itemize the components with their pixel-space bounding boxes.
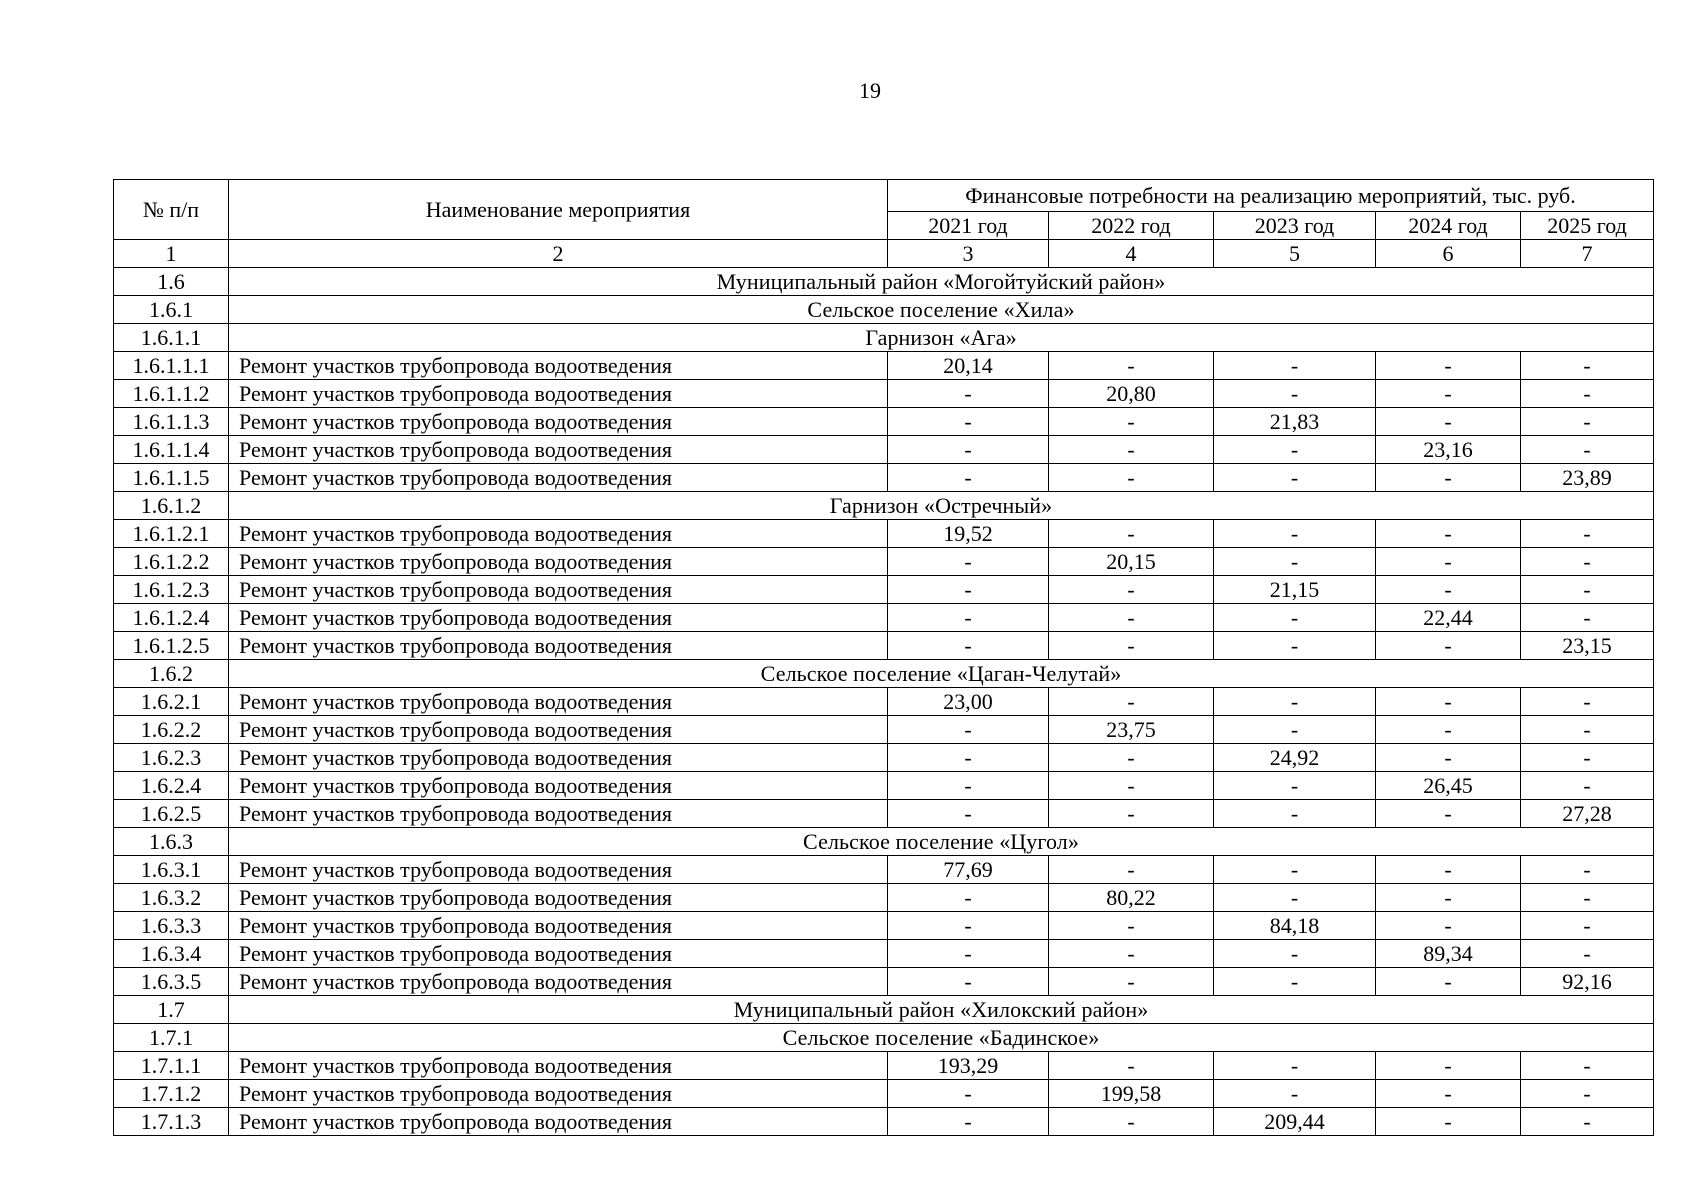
year-value-cell: - — [1376, 716, 1521, 744]
row-number: 1.6.2 — [114, 660, 229, 688]
header-year: 2025 год — [1521, 212, 1654, 240]
table-row — [114, 1052, 1654, 1080]
table-row — [114, 1108, 1654, 1136]
row-number: 1.6.1.2.5 — [114, 632, 229, 660]
column-number: 1 — [114, 240, 229, 268]
year-value-cell: - — [1214, 464, 1376, 492]
year-value-cell: - — [1214, 856, 1376, 884]
year-value-cell: 199,58 — [1049, 1080, 1214, 1108]
year-value-cell: 23,16 — [1376, 436, 1521, 464]
table-row — [114, 968, 1654, 996]
year-value-cell: - — [1214, 604, 1376, 632]
year-value-cell: 21,15 — [1214, 576, 1376, 604]
activity-name: Ремонт участков трубопровода водоотведения — [229, 744, 888, 772]
year-value-cell: 20,80 — [1049, 380, 1214, 408]
table-row — [114, 716, 1654, 744]
row-number: 1.6.1.2.1 — [114, 520, 229, 548]
year-value-cell: - — [1376, 744, 1521, 772]
year-value-cell: 24,92 — [1214, 744, 1376, 772]
table-row — [114, 352, 1654, 380]
table-body — [114, 268, 1654, 1136]
section-title: Гарнизон «Остречный» — [229, 492, 1654, 520]
section-title: Муниципальный район «Хилокский район» — [229, 996, 1654, 1024]
table-row — [114, 772, 1654, 800]
year-value-cell: - — [888, 968, 1049, 996]
activity-name: Ремонт участков трубопровода водоотведения — [229, 604, 888, 632]
year-value-cell: - — [888, 576, 1049, 604]
year-value-cell: - — [1376, 1108, 1521, 1136]
row-number: 1.7 — [114, 996, 229, 1024]
year-value-cell: - — [1049, 800, 1214, 828]
activity-name: Ремонт участков трубопровода водоотведения — [229, 884, 888, 912]
row-number: 1.6.1.1.2 — [114, 380, 229, 408]
column-number: 3 — [888, 240, 1049, 268]
activity-name: Ремонт участков трубопровода водоотведения — [229, 436, 888, 464]
section-title: Сельское поселение «Хила» — [229, 296, 1654, 324]
table-row — [114, 576, 1654, 604]
year-value-cell: - — [1376, 632, 1521, 660]
year-value-cell: - — [888, 408, 1049, 436]
financial-needs-table — [113, 179, 1654, 1136]
row-number: 1.6.2.2 — [114, 716, 229, 744]
year-value-cell: 193,29 — [888, 1052, 1049, 1080]
year-value-cell: - — [1521, 856, 1654, 884]
year-value-cell: - — [1049, 856, 1214, 884]
row-number: 1.6.3.1 — [114, 856, 229, 884]
year-value-cell: - — [1049, 464, 1214, 492]
section-row — [114, 660, 1654, 688]
year-value-cell: - — [1214, 632, 1376, 660]
row-number: 1.6.1.1.4 — [114, 436, 229, 464]
year-value-cell: - — [1376, 912, 1521, 940]
year-value-cell: - — [888, 1080, 1049, 1108]
year-value-cell: - — [1049, 632, 1214, 660]
row-number: 1.6.2.5 — [114, 800, 229, 828]
table-row — [114, 744, 1654, 772]
section-title: Сельское поселение «Бадинское» — [229, 1024, 1654, 1052]
row-number: 1.6.3.5 — [114, 968, 229, 996]
activity-name: Ремонт участков трубопровода водоотведения — [229, 940, 888, 968]
year-value-cell: - — [1521, 436, 1654, 464]
year-value-cell: - — [1049, 772, 1214, 800]
activity-name: Ремонт участков трубопровода водоотведения — [229, 688, 888, 716]
table-row — [114, 464, 1654, 492]
year-value-cell: - — [1049, 576, 1214, 604]
section-row — [114, 268, 1654, 296]
year-value-cell: - — [1521, 408, 1654, 436]
table-row — [114, 436, 1654, 464]
column-number: 4 — [1049, 240, 1214, 268]
year-value-cell: - — [1376, 464, 1521, 492]
section-title: Сельское поселение «Цугол» — [229, 828, 1654, 856]
year-value-cell: - — [1521, 604, 1654, 632]
row-number: 1.6.3.3 — [114, 912, 229, 940]
activity-name: Ремонт участков трубопровода водоотведения — [229, 464, 888, 492]
row-number: 1.6.3.4 — [114, 940, 229, 968]
column-number: 7 — [1521, 240, 1654, 268]
column-number: 2 — [229, 240, 888, 268]
year-value-cell: - — [1049, 744, 1214, 772]
year-value-cell: 26,45 — [1376, 772, 1521, 800]
year-value-cell: 92,16 — [1521, 968, 1654, 996]
year-value-cell: 23,15 — [1521, 632, 1654, 660]
year-value-cell: - — [1376, 856, 1521, 884]
header-year: 2024 год — [1376, 212, 1521, 240]
year-value-cell: - — [1214, 1052, 1376, 1080]
year-value-cell: 20,15 — [1049, 548, 1214, 576]
activity-name: Ремонт участков трубопровода водоотведения — [229, 576, 888, 604]
year-value-cell: - — [1376, 1052, 1521, 1080]
section-title: Гарнизон «Ага» — [229, 324, 1654, 352]
row-number: 1.6.3.2 — [114, 884, 229, 912]
year-value-cell: 19,52 — [888, 520, 1049, 548]
activity-name: Ремонт участков трубопровода водоотведения — [229, 1080, 888, 1108]
row-number: 1.6.1.1.5 — [114, 464, 229, 492]
row-number: 1.6 — [114, 268, 229, 296]
year-value-cell: - — [1214, 436, 1376, 464]
year-value-cell: - — [1214, 940, 1376, 968]
row-number: 1.6.1.1.3 — [114, 408, 229, 436]
year-value-cell: - — [1376, 968, 1521, 996]
year-value-cell: - — [1049, 352, 1214, 380]
year-value-cell: - — [1521, 548, 1654, 576]
year-value-cell: 209,44 — [1214, 1108, 1376, 1136]
section-title: Сельское поселение «Цаган-Челутай» — [229, 660, 1654, 688]
year-value-cell: - — [1049, 520, 1214, 548]
row-number: 1.6.3 — [114, 828, 229, 856]
year-value-cell: - — [1521, 716, 1654, 744]
column-number: 5 — [1214, 240, 1376, 268]
year-value-cell: 23,00 — [888, 688, 1049, 716]
header-year: 2022 год — [1049, 212, 1214, 240]
year-value-cell: 23,89 — [1521, 464, 1654, 492]
header-year: 2023 год — [1214, 212, 1376, 240]
year-value-cell: 84,18 — [1214, 912, 1376, 940]
table-row — [114, 520, 1654, 548]
section-row — [114, 996, 1654, 1024]
table-row — [114, 800, 1654, 828]
year-value-cell: - — [1521, 772, 1654, 800]
year-value-cell: 21,83 — [1214, 408, 1376, 436]
year-value-cell: - — [888, 744, 1049, 772]
activity-name: Ремонт участков трубопровода водоотведения — [229, 380, 888, 408]
table-row — [114, 1080, 1654, 1108]
row-number: 1.7.1.1 — [114, 1052, 229, 1080]
year-value-cell: - — [1521, 520, 1654, 548]
header-row-column-numbers — [114, 240, 1654, 268]
header-year: 2021 год — [888, 212, 1049, 240]
activity-name: Ремонт участков трубопровода водоотведения — [229, 968, 888, 996]
year-value-cell: - — [1214, 716, 1376, 744]
row-number: 1.6.1.1 — [114, 324, 229, 352]
year-value-cell: - — [1376, 800, 1521, 828]
activity-name: Ремонт участков трубопровода водоотведения — [229, 912, 888, 940]
year-value-cell: - — [888, 772, 1049, 800]
year-value-cell: - — [1214, 520, 1376, 548]
year-value-cell: 27,28 — [1521, 800, 1654, 828]
table-row — [114, 548, 1654, 576]
year-value-cell: - — [1376, 408, 1521, 436]
activity-name: Ремонт участков трубопровода водоотведения — [229, 772, 888, 800]
year-value-cell: - — [1049, 604, 1214, 632]
activity-name: Ремонт участков трубопровода водоотведения — [229, 716, 888, 744]
year-value-cell: - — [1521, 380, 1654, 408]
header-row-1 — [114, 180, 1654, 212]
table-row — [114, 604, 1654, 632]
year-value-cell: - — [888, 716, 1049, 744]
column-number: 6 — [1376, 240, 1521, 268]
table-row — [114, 856, 1654, 884]
year-value-cell: - — [1214, 884, 1376, 912]
year-value-cell: - — [888, 1108, 1049, 1136]
section-row — [114, 296, 1654, 324]
year-value-cell: - — [1214, 688, 1376, 716]
year-value-cell: - — [1376, 688, 1521, 716]
year-value-cell: - — [1376, 884, 1521, 912]
year-value-cell: - — [888, 604, 1049, 632]
year-value-cell: - — [1049, 688, 1214, 716]
header-col-num: № п/п — [114, 180, 229, 240]
year-value-cell: 89,34 — [1376, 940, 1521, 968]
section-row — [114, 324, 1654, 352]
year-value-cell: - — [1521, 1080, 1654, 1108]
activity-name: Ремонт участков трубопровода водоотведения — [229, 632, 888, 660]
year-value-cell: - — [1521, 1052, 1654, 1080]
row-number: 1.6.1.1.1 — [114, 352, 229, 380]
section-row — [114, 492, 1654, 520]
year-value-cell: - — [888, 380, 1049, 408]
activity-name: Ремонт участков трубопровода водоотведения — [229, 800, 888, 828]
year-value-cell: - — [888, 632, 1049, 660]
year-value-cell: - — [1049, 968, 1214, 996]
year-value-cell: - — [1376, 520, 1521, 548]
year-value-cell: - — [1214, 352, 1376, 380]
row-number: 1.6.1.2.3 — [114, 576, 229, 604]
activity-name: Ремонт участков трубопровода водоотведения — [229, 520, 888, 548]
year-value-cell: - — [1376, 576, 1521, 604]
table-row — [114, 940, 1654, 968]
year-value-cell: 20,14 — [888, 352, 1049, 380]
year-value-cell: - — [1376, 548, 1521, 576]
year-value-cell: - — [1376, 1080, 1521, 1108]
year-value-cell: - — [1521, 688, 1654, 716]
year-value-cell: - — [1214, 772, 1376, 800]
activity-name: Ремонт участков трубопровода водоотведения — [229, 1052, 888, 1080]
year-value-cell: - — [1521, 884, 1654, 912]
year-value-cell: - — [888, 800, 1049, 828]
section-row — [114, 1024, 1654, 1052]
row-number: 1.6.2.4 — [114, 772, 229, 800]
year-value-cell: - — [1214, 800, 1376, 828]
table-row — [114, 912, 1654, 940]
table-row — [114, 884, 1654, 912]
row-number: 1.7.1.2 — [114, 1080, 229, 1108]
table-row — [114, 380, 1654, 408]
year-value-cell: - — [1049, 940, 1214, 968]
page-number: 19 — [859, 78, 881, 103]
row-number: 1.6.1 — [114, 296, 229, 324]
year-value-cell: - — [1049, 1052, 1214, 1080]
row-number: 1.7.1 — [114, 1024, 229, 1052]
row-number: 1.6.1.2.4 — [114, 604, 229, 632]
section-title: Муниципальный район «Могойтуйский район» — [229, 268, 1654, 296]
year-value-cell: 80,22 — [1049, 884, 1214, 912]
year-value-cell: - — [888, 940, 1049, 968]
year-value-cell: - — [888, 548, 1049, 576]
year-value-cell: - — [1214, 1080, 1376, 1108]
year-value-cell: - — [1376, 352, 1521, 380]
year-value-cell: - — [888, 464, 1049, 492]
year-value-cell: - — [1214, 968, 1376, 996]
year-value-cell: - — [1521, 912, 1654, 940]
activity-name: Ремонт участков трубопровода водоотведения — [229, 352, 888, 380]
table-row — [114, 408, 1654, 436]
year-value-cell: - — [888, 436, 1049, 464]
row-number: 1.7.1.3 — [114, 1108, 229, 1136]
row-number: 1.6.2.3 — [114, 744, 229, 772]
year-value-cell: - — [1521, 940, 1654, 968]
year-value-cell: 23,75 — [1049, 716, 1214, 744]
year-value-cell: - — [1049, 436, 1214, 464]
header-col-finance: Финансовые потребности на реализацию мероприятий, тыс. руб. — [888, 180, 1654, 212]
header-col-name: Наименование мероприятия — [229, 180, 888, 240]
year-value-cell: - — [1521, 576, 1654, 604]
activity-name: Ремонт участков трубопровода водоотведения — [229, 408, 888, 436]
year-value-cell: - — [1214, 548, 1376, 576]
year-value-cell: - — [1376, 380, 1521, 408]
year-value-cell: - — [1521, 744, 1654, 772]
table-row — [114, 688, 1654, 716]
year-value-cell: - — [1521, 352, 1654, 380]
activity-name: Ремонт участков трубопровода водоотведения — [229, 856, 888, 884]
year-value-cell: - — [1049, 1108, 1214, 1136]
year-value-cell: - — [1521, 1108, 1654, 1136]
year-value-cell: 22,44 — [1376, 604, 1521, 632]
year-value-cell: - — [888, 884, 1049, 912]
row-number: 1.6.2.1 — [114, 688, 229, 716]
year-value-cell: - — [1049, 912, 1214, 940]
table-row — [114, 632, 1654, 660]
year-value-cell: - — [888, 912, 1049, 940]
activity-name: Ремонт участков трубопровода водоотведения — [229, 548, 888, 576]
row-number: 1.6.1.2 — [114, 492, 229, 520]
section-row — [114, 828, 1654, 856]
activity-name: Ремонт участков трубопровода водоотведения — [229, 1108, 888, 1136]
year-value-cell: 77,69 — [888, 856, 1049, 884]
year-value-cell: - — [1049, 408, 1214, 436]
row-number: 1.6.1.2.2 — [114, 548, 229, 576]
year-value-cell: - — [1214, 380, 1376, 408]
